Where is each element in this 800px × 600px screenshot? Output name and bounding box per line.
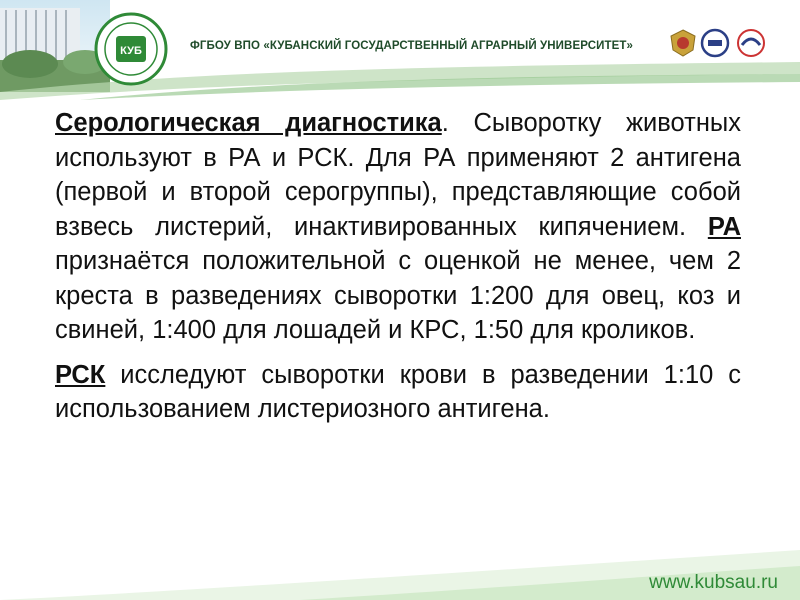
header-banner bbox=[0, 0, 800, 100]
university-logo bbox=[94, 12, 168, 86]
rsk-term: РСК bbox=[55, 360, 106, 389]
slide-body bbox=[55, 106, 741, 427]
badge-icon bbox=[736, 28, 766, 58]
emblem-icon bbox=[668, 28, 698, 58]
heading-punct: . bbox=[441, 109, 449, 137]
seal-icon bbox=[700, 28, 730, 58]
ra-text: признаётся положительной с оценкой не менее, чем 2 креста в разведениях сыворотки 1:200 для овец, коз и свиней, 1:400 для лошадей и КРС, 1:50 для кроликов. bbox=[55, 247, 741, 344]
paragraph-rsk bbox=[55, 358, 741, 427]
paragraph-serology bbox=[55, 106, 741, 348]
serology-text: Сыворотку животных используют в РА и РСК. Для РА применяют 2 антигена (первой и второй серогруппы), представляющие собой взвесь листерий, инактивированных кипячением. bbox=[55, 109, 741, 241]
svg-text:КУБ: КУБ bbox=[120, 45, 142, 57]
rsk-text: исследуют сыворотки крови в разведении 1:10 с использованием листериозного антигена. bbox=[55, 360, 741, 423]
ra-term: РА bbox=[707, 212, 741, 241]
university-name: ФГБОУ ВПО «КУБАНСКИЙ ГОСУДАРСТВЕННЫЙ АГРАРНЫЙ УНИВЕРСИТЕТ» bbox=[190, 40, 633, 52]
serology-heading: Серологическая диагностика bbox=[55, 109, 442, 137]
website-link[interactable]: www.kubsau.ru bbox=[649, 572, 778, 593]
